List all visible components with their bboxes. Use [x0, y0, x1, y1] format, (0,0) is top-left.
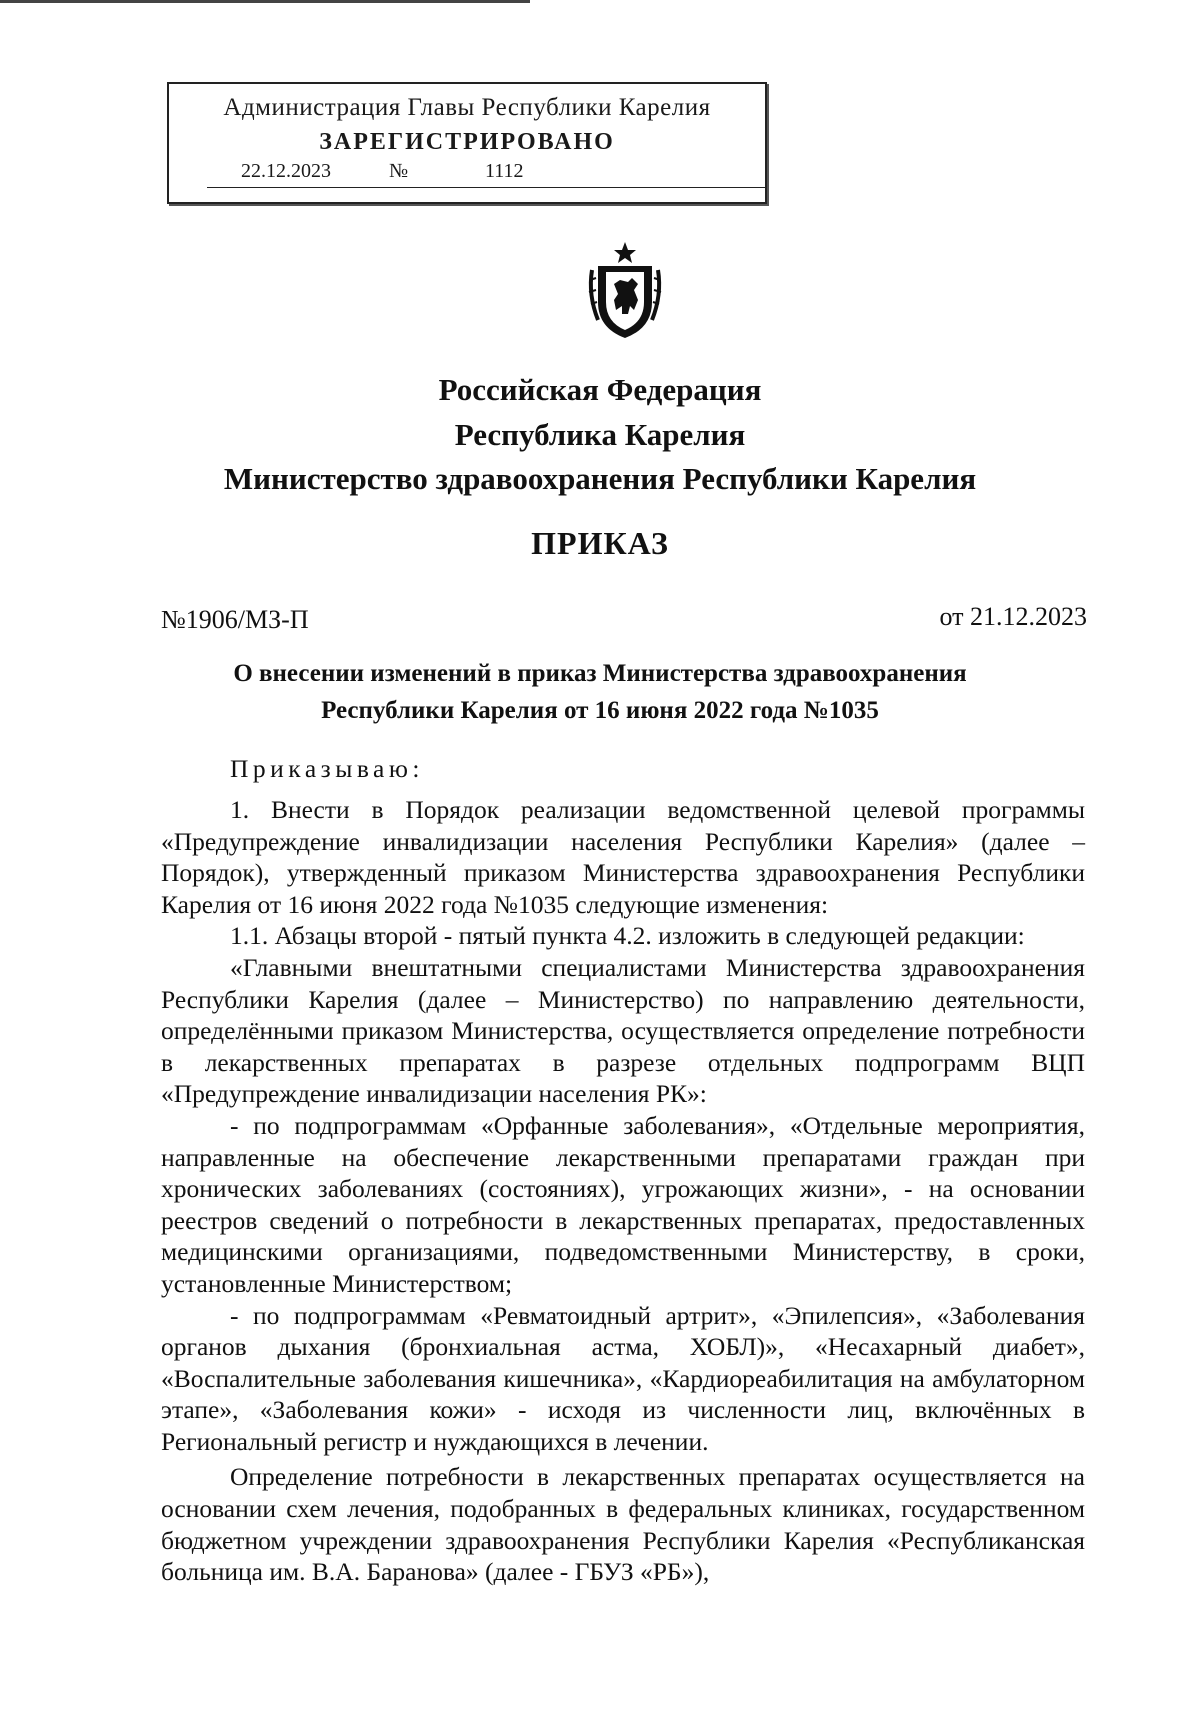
document-body [161, 794, 1085, 1588]
paragraph-quote-start: «Главными внештатными специалистами Министерства здравоохранения Республики Карелия (далее – Министерство) по направлению деятельности, определёнными приказом Министерства, осуществляется определение потребности в лекарственных препаратах в разрезе отдельных подпрограмм ВЦП «Предупреждение инвалидизации населения РК»: [161, 952, 1085, 1109]
subject-line-2: Республики Карелия от 16 июня 2022 года №1035 [321, 697, 879, 724]
header-republic: Республика Карелия [454, 417, 746, 452]
paragraph-subprograms-1: - по подпрограммам «Орфанные заболевания», «Отдельные мероприятия, направленные на обеспечение лекарственными препаратами граждан при хронических заболеваниях (состояниях), угрожающих жизни», - на основании реестров сведений о потребности в лекарственных препаратах, предоставленных медицинскими организациями, подведомственными Министерству, в сроки, установленные Министерством; [161, 1110, 1085, 1298]
header-country: Российская Федерация [438, 372, 762, 407]
karelia-coat-of-arms-icon [584, 240, 666, 340]
document-date: от 21.12.2023 [939, 602, 1087, 631]
registration-stamp [167, 82, 767, 204]
stamp-number: 1112 [485, 160, 524, 182]
paragraph-1: 1. Внести в Порядок реализации ведомственной целевой программы «Предупреждение инвалидизации населения Республики Карелия» (далее – Порядок), утвержденный приказом Министерства здравоохранения Республики Карелия от 16 июня 2022 года №1035 следующие изменения: [161, 795, 1085, 919]
top-edge-rule [0, 0, 530, 3]
stamp-underline [207, 187, 765, 188]
stamp-number-sign: № [389, 160, 409, 182]
stamp-date: 22.12.2023 [241, 160, 331, 182]
document-type: ПРИКАЗ [531, 525, 669, 561]
paragraph-subprograms-2: - по подпрограммам «Ревматоидный артрит», «Эпилепсия», «Заболевания органов дыхания (бронхиальная астма, ХОБЛ)», «Несахарный диабет», «Воспалительные заболевания кишечника», «Кардиореабилитация на амбулаторном этапе», «Заболевания кожи» - исходя из численности лиц, включённых в Региональный регистр и нуждающихся в лечении. [161, 1300, 1085, 1456]
subject-line-1: О внесении изменений в приказ Министерства здравоохранения [233, 660, 967, 687]
stamp-status: ЗАРЕГИСТРИРОВАНО [319, 129, 615, 155]
stamp-organization: Администрация Главы Республики Карелия [223, 94, 711, 121]
decree-word: Приказываю: [230, 754, 424, 783]
paragraph-determination: Определение потребности в лекарственных препаратах осуществляется на основании схем лечения, подобранных в федеральных клиниках, государственном бюджетном учреждении здравоохранения Республики Карелия «Республиканская больница им. В.А. Баранова» (далее - ГБУЗ «РБ»), [161, 1462, 1085, 1587]
document-number: №1906/МЗ-П [161, 605, 309, 634]
header-ministry: Министерство здравоохранения Республики Карелия [223, 461, 977, 496]
paragraph-1-1: 1.1. Абзацы второй - пятый пункта 4.2. изложить в следующей редакции: [230, 921, 1025, 951]
